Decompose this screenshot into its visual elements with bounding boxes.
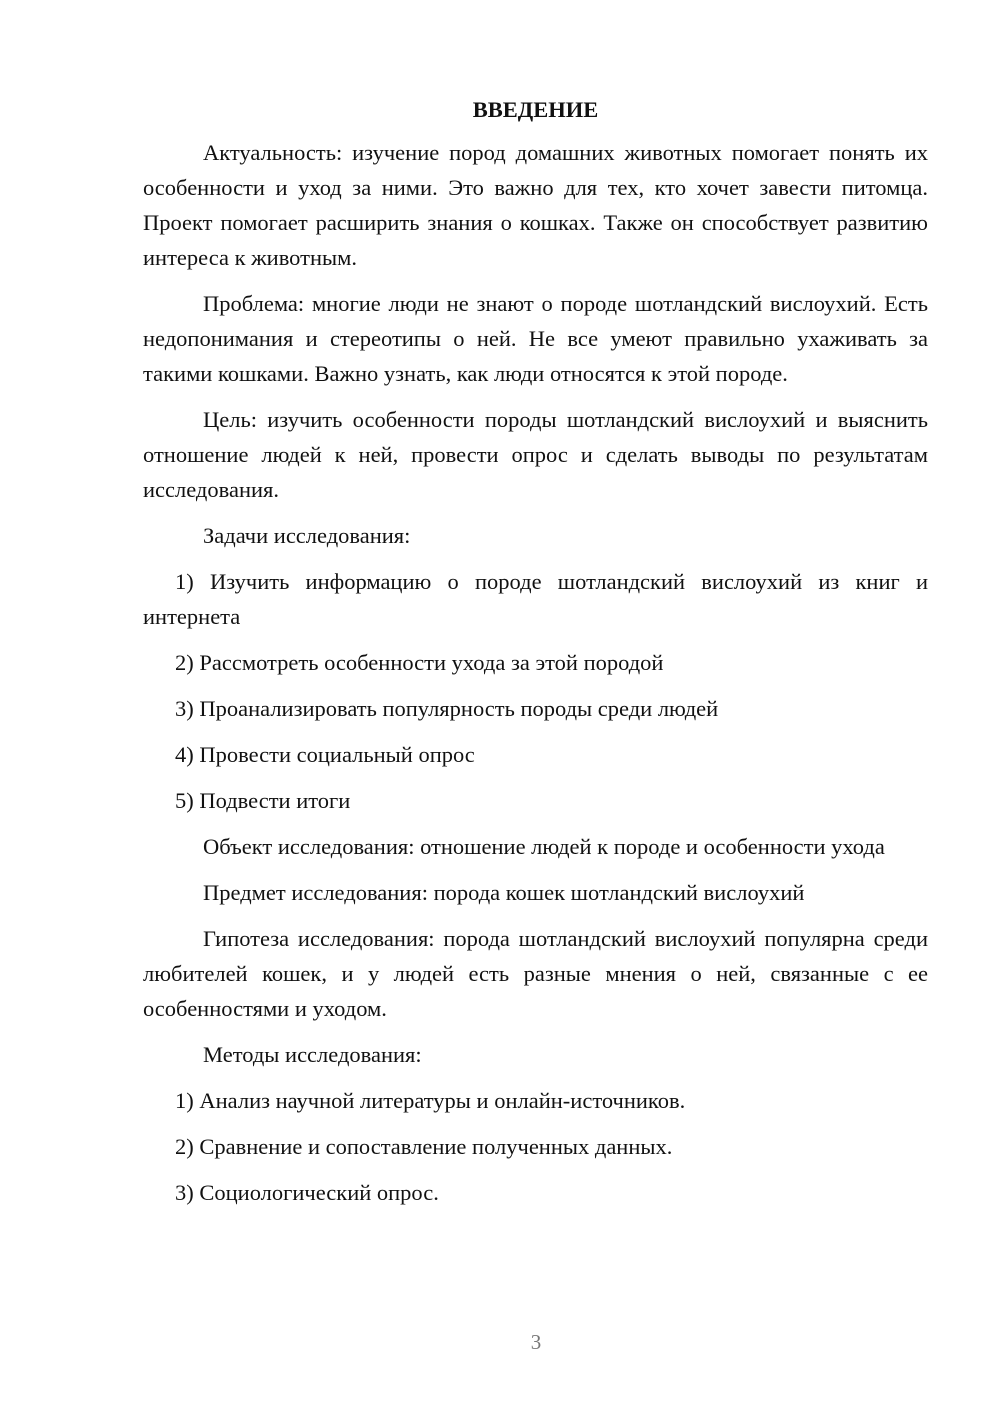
task-item: 4) Провести социальный опрос (175, 742, 475, 767)
method-item: 1) Анализ научной литературы и онлайн-источников. (175, 1088, 686, 1113)
task-item: 5) Подвести итоги (175, 788, 351, 813)
methods-heading: Методы исследования: (203, 1042, 422, 1067)
relevance-paragraph: Актуальность: изучение пород домашних животных помогает понять их особенности и уход за ними. Это важно для тех, кто хочет завести питомца. Проект помогает расширить знания о кошках. Также он способствует развитию интереса к животным. (143, 140, 928, 270)
task-item: 3) Проанализировать популярность породы среди людей (175, 696, 719, 721)
task-item: 2) Рассмотреть особенности ухода за этой породой (175, 650, 664, 675)
goal-paragraph: Цель: изучить особенности породы шотландский вислоухий и выяснить отношение людей к ней, провести опрос и сделать выводы по результатам исследования. (143, 407, 928, 502)
hypothesis-paragraph: Гипотеза исследования: порода шотландский вислоухий популярна среди любителей кошек, и у людей есть разные мнения о ней, связанные с ее особенностями и уходом. (143, 926, 928, 1021)
tasks-heading: Задачи исследования: (203, 523, 411, 548)
subject-paragraph: Предмет исследования: порода кошек шотландский вислоухий (203, 880, 805, 905)
page-content (143, 92, 928, 1221)
object-paragraph: Объект исследования: отношение людей к породе и особенности ухода (203, 834, 885, 859)
page-number: 3 (530, 1330, 542, 1354)
section-title: ВВЕДЕНИЕ (472, 97, 599, 122)
task-item: 1) Изучить информацию о породе шотландский вислоухий из книг и интернета (143, 569, 928, 629)
method-item: 2) Сравнение и сопоставление полученных данных. (175, 1134, 673, 1159)
method-item: 3) Социологический опрос. (175, 1180, 439, 1205)
problem-paragraph: Проблема: многие люди не знают о породе шотландский вислоухий. Есть недопонимания и стереотипы о ней. Не все умеют правильно ухаживать за такими кошками. Важно узнать, как люди относятся к этой породе. (143, 291, 928, 386)
